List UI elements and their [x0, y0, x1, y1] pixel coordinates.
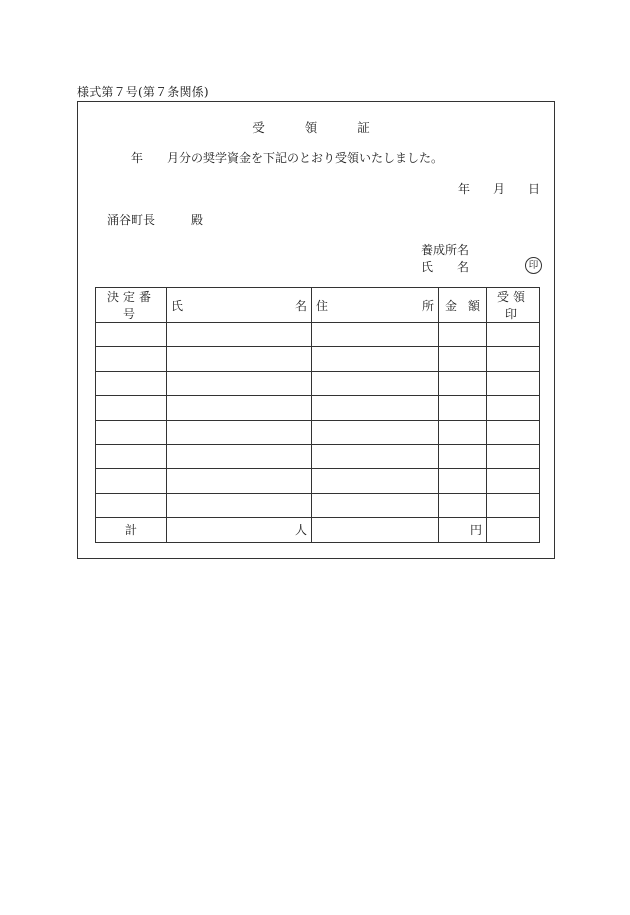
cell-amount[interactable]	[439, 396, 487, 420]
cell-name[interactable]	[167, 371, 312, 395]
receipt-statement	[131, 149, 443, 166]
date-line	[458, 180, 540, 197]
header-name	[167, 288, 312, 323]
header-amount	[439, 288, 487, 323]
total-seal-cell[interactable]	[487, 518, 540, 542]
addressee	[107, 211, 203, 228]
table-row	[96, 444, 540, 468]
receipt-form	[77, 101, 555, 559]
header-amount-a: 金	[445, 298, 458, 313]
cell-amount[interactable]	[439, 420, 487, 444]
cell-name[interactable]	[167, 420, 312, 444]
form-number-label: 様式第７号(第７条関係)	[77, 85, 209, 99]
cell-name[interactable]	[167, 444, 312, 468]
seal-mark-icon: 印	[525, 257, 542, 274]
cell-seal[interactable]	[487, 371, 540, 395]
cell-decision-number[interactable]	[96, 469, 167, 493]
cell-decision-number[interactable]	[96, 371, 167, 395]
cell-amount[interactable]	[439, 469, 487, 493]
addressee-name: 涌谷町長	[107, 213, 156, 227]
receipt-table	[95, 287, 540, 543]
cell-seal[interactable]	[487, 420, 540, 444]
cell-address[interactable]	[312, 396, 439, 420]
cell-amount[interactable]	[439, 493, 487, 517]
table-row	[96, 420, 540, 444]
cell-seal[interactable]	[487, 444, 540, 468]
cell-address[interactable]	[312, 444, 439, 468]
table-header-row	[96, 288, 540, 323]
header-receipt-seal: 受領印	[487, 288, 540, 323]
cell-name[interactable]	[167, 396, 312, 420]
header-address	[312, 288, 439, 323]
cell-name[interactable]	[167, 469, 312, 493]
signer-name-label: 氏名	[421, 260, 494, 274]
cell-name[interactable]	[167, 347, 312, 371]
cell-address[interactable]	[312, 469, 439, 493]
date-year: 年	[458, 182, 471, 196]
table-row	[96, 323, 540, 347]
school-name-label: 養成所名	[421, 243, 470, 257]
cell-decision-number[interactable]	[96, 396, 167, 420]
cell-seal[interactable]	[487, 323, 540, 347]
total-address-cell	[312, 518, 439, 542]
addressee-honorific: 殿	[191, 213, 204, 227]
header-name-a: 氏	[171, 298, 184, 313]
statement-year: 年	[131, 151, 144, 165]
table-row	[96, 371, 540, 395]
cell-decision-number[interactable]	[96, 493, 167, 517]
total-label: 計	[96, 518, 167, 542]
table-row	[96, 396, 540, 420]
cell-name[interactable]	[167, 493, 312, 517]
table-row	[96, 469, 540, 493]
cell-seal[interactable]	[487, 347, 540, 371]
table-row	[96, 493, 540, 517]
cell-address[interactable]	[312, 371, 439, 395]
cell-seal[interactable]	[487, 469, 540, 493]
header-address-a: 住	[316, 298, 329, 313]
total-row	[96, 518, 540, 542]
header-name-b: 名	[294, 298, 307, 313]
receipt-title: 受領証	[252, 120, 410, 135]
statement-text: 月分の奨学資金を下記のとおり受領いたしました。	[167, 151, 444, 165]
date-day: 日	[528, 182, 541, 196]
cell-amount[interactable]	[439, 323, 487, 347]
cell-address[interactable]	[312, 347, 439, 371]
cell-seal[interactable]	[487, 493, 540, 517]
total-yen-unit[interactable]: 円	[439, 518, 487, 542]
cell-amount[interactable]	[439, 444, 487, 468]
cell-decision-number[interactable]	[96, 420, 167, 444]
header-amount-b: 額	[467, 298, 480, 313]
date-month: 月	[493, 182, 506, 196]
cell-address[interactable]	[312, 323, 439, 347]
cell-name[interactable]	[167, 323, 312, 347]
header-address-b: 所	[421, 298, 434, 313]
cell-amount[interactable]	[439, 347, 487, 371]
cell-decision-number[interactable]	[96, 347, 167, 371]
cell-seal[interactable]	[487, 396, 540, 420]
table-row	[96, 347, 540, 371]
total-people-unit[interactable]: 人	[167, 518, 312, 542]
header-decision-number: 決定番号	[96, 288, 167, 323]
cell-address[interactable]	[312, 493, 439, 517]
cell-decision-number[interactable]	[96, 444, 167, 468]
cell-amount[interactable]	[439, 371, 487, 395]
cell-decision-number[interactable]	[96, 323, 167, 347]
cell-address[interactable]	[312, 420, 439, 444]
